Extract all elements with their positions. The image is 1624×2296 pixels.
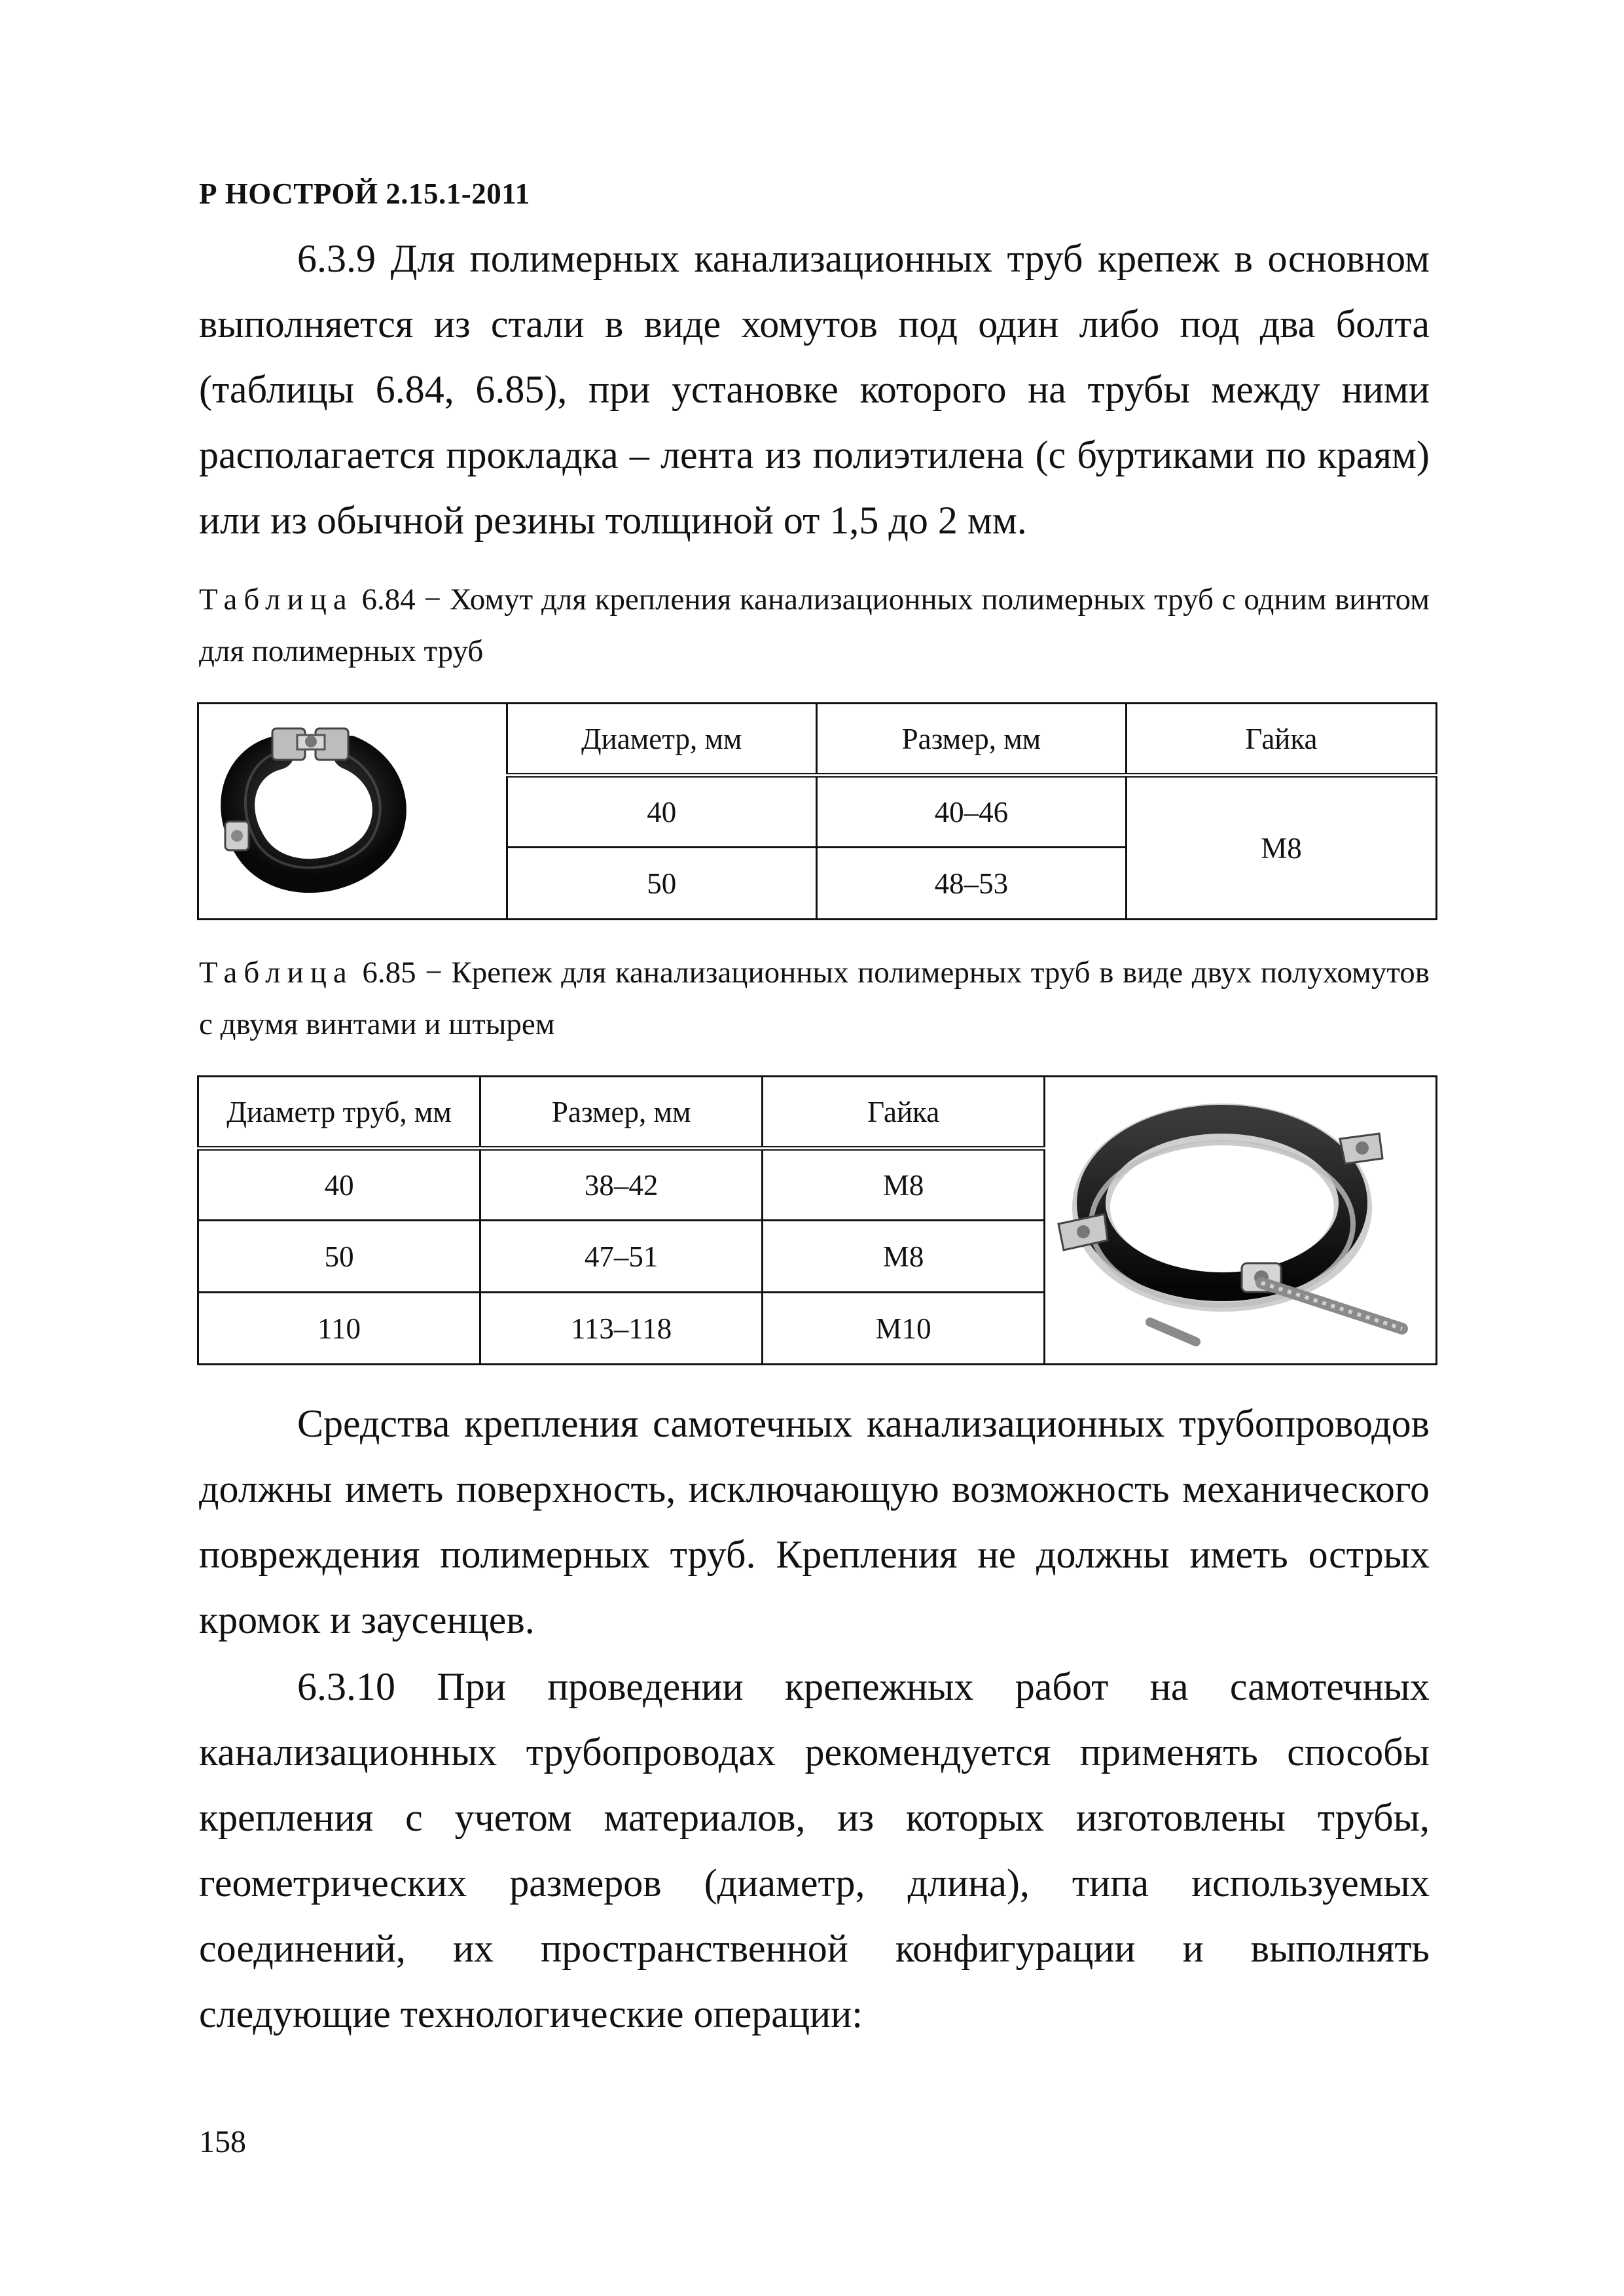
cell-size: 47–51 (480, 1221, 763, 1293)
paragraph-fasteners: Средства крепления самотечных канализационных трубопроводов должны иметь поверхность, исключающую возможность механического повреждения полимерных труб. Крепления не должны иметь острых кромок и заусенцев. (199, 1402, 1430, 1641)
cell-diameter: 40 (198, 1149, 480, 1221)
cell-diameter: 40 (507, 776, 816, 848)
header-diameter: Диаметр, мм (507, 704, 816, 776)
caption-text: 6.84 − Хомут для крепления канализационных полимерных труб с одним винтом для полимерных труб (199, 583, 1430, 668)
clamp-image-cell (198, 704, 507, 920)
header-nut: Гайка (763, 1077, 1045, 1149)
paragraph-6-3-10: 6.3.10 При проведении крепежных работ на самотечных канализационных трубопроводах рекомендуется применять способы крепления с учетом материалов, из которых изготовлены трубы, геометрических размеров (диаметр, длина), типа используемых соединений, их пространственной конфигурации и выполнять следующие технологические операции: (199, 1665, 1430, 2036)
cell-size: 113–118 (480, 1293, 763, 1365)
table-6-84 (197, 702, 1437, 920)
cell-size: 48–53 (816, 848, 1126, 920)
table-6-85-caption (199, 947, 1430, 1050)
table-6-84-caption (199, 574, 1430, 677)
cell-nut: М10 (763, 1293, 1045, 1365)
cell-diameter: 50 (507, 848, 816, 920)
caption-word: Таблица (199, 956, 353, 990)
caption-word: Таблица (199, 583, 353, 617)
caption-text: 6.85 − Крепеж для канализационных полимерных труб в виде двух полухомутов с двумя винтами и штырем (199, 956, 1430, 1041)
two-bolt-clamp-icon (1045, 1086, 1412, 1355)
cell-size: 40–46 (816, 776, 1126, 848)
cell-diameter: 50 (198, 1221, 480, 1293)
cell-size: 38–42 (480, 1149, 763, 1221)
clamp-image-cell (1045, 1077, 1437, 1365)
paragraph-6-3-9: 6.3.9 Для полимерных канализационных труб крепеж в основном выполняется из стали в виде хомутов под один либо под два болта (таблицы 6.84, 6.85), при установке которого на трубы между ними располагается прокладка – лента из полиэтилена (с буртиками по краям) или из обычной резины толщиной от 1,5 до 2 мм. (199, 237, 1430, 542)
table-6-85 (197, 1075, 1437, 1365)
single-bolt-clamp-icon (199, 717, 415, 906)
document-header: Р НОСТРОЙ 2.15.1-2011 (199, 177, 530, 210)
header-size: Размер, мм (480, 1077, 763, 1149)
header-pipe-diameter: Диаметр труб, мм (198, 1077, 480, 1149)
header-size: Размер, мм (816, 704, 1126, 776)
header-nut: Гайка (1126, 704, 1436, 776)
cell-nut: М8 (763, 1221, 1045, 1293)
page-number: 158 (199, 2125, 246, 2159)
cell-nut: М8 (1126, 776, 1436, 920)
cell-nut: М8 (763, 1149, 1045, 1221)
cell-diameter: 110 (198, 1293, 480, 1365)
